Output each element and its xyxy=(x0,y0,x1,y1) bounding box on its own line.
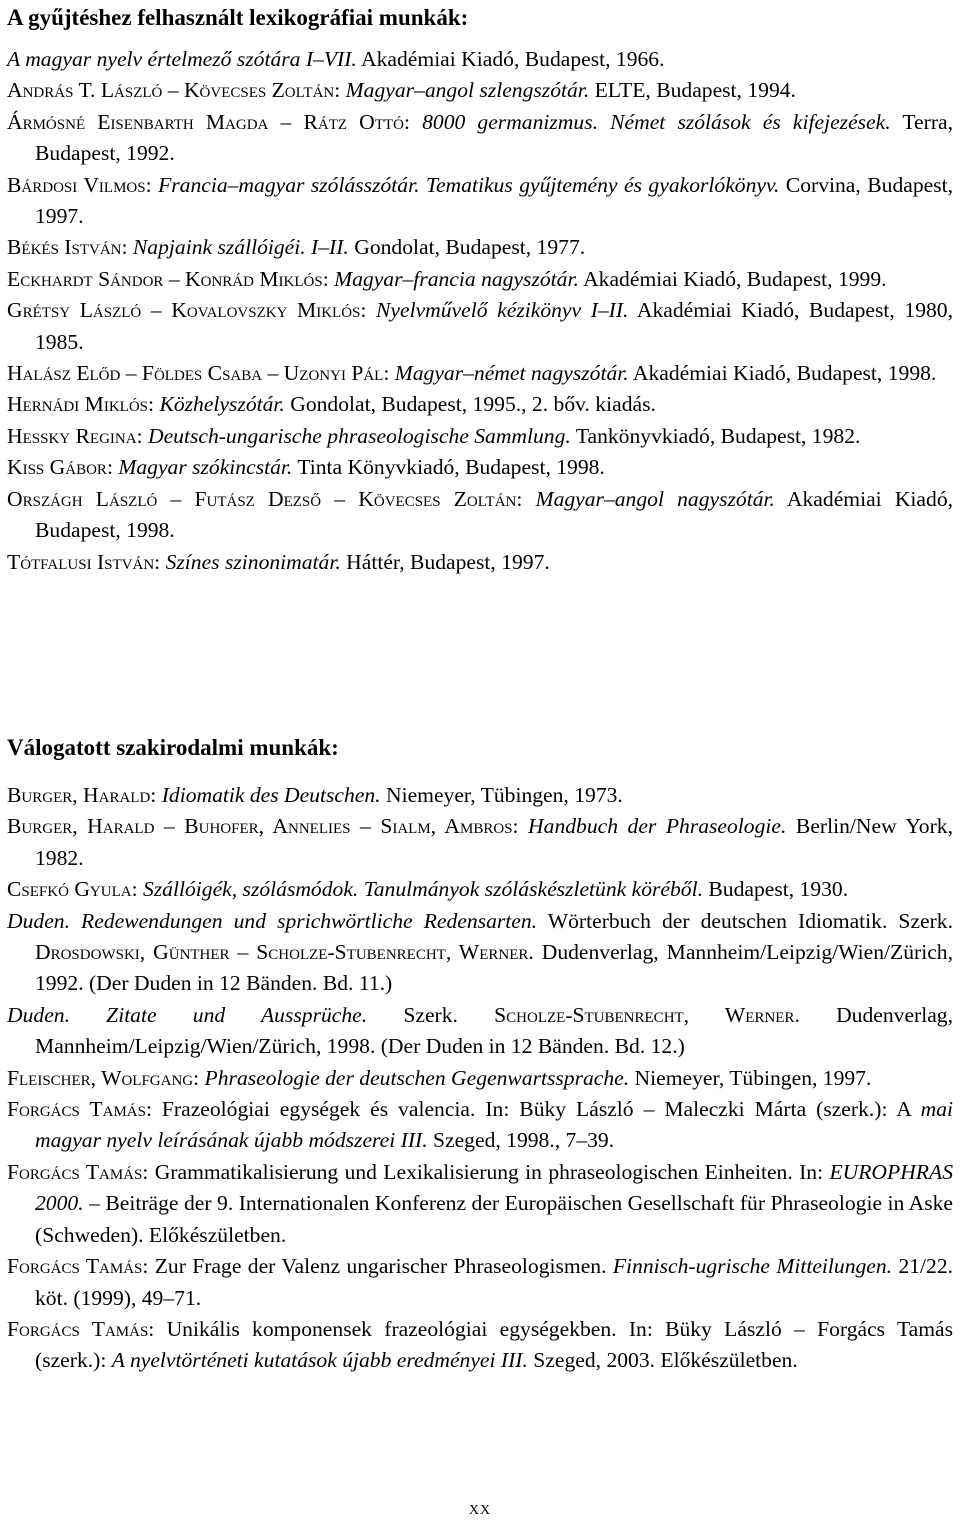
author-names: Békés István xyxy=(7,235,122,260)
publication-details: : xyxy=(136,423,148,448)
publication-details: Niemeyer, Tübingen, 1973. xyxy=(380,783,623,807)
author-names: Ármósné Eisenbarth Magda – Rátz Ottó xyxy=(7,109,404,134)
publication-details: Niemeyer, Tübingen, 1997. xyxy=(629,1065,872,1090)
author-names: Forgács Tamás xyxy=(7,1316,149,1341)
publication-details: Akadémiai Kiadó, Budapest, 1980, 1985. xyxy=(35,298,953,354)
publication-details: : xyxy=(512,814,529,839)
work-title: Napjaink szállóigéi. I–II. xyxy=(132,235,349,260)
author-names: Hessky Regina xyxy=(7,423,137,448)
publication-details: Corvina, Budapest, 1997. xyxy=(35,172,954,229)
work-title: A nyelvtörténeti kutatások újabb eredményei III. xyxy=(111,1348,528,1373)
author-names: Forgács Tamás xyxy=(7,1097,146,1122)
publication-details: Szeged, 2003. Előkészületben. xyxy=(527,1348,798,1373)
publication-details: Akadémiai Kiadó, Budapest, 1998. xyxy=(35,486,954,543)
publication-details: Szerk. xyxy=(367,1002,495,1027)
bibliography-entry xyxy=(7,1094,953,1157)
work-title: Francia–magyar szólásszótár. Tematikus gyűjtemény és gyakorlókönyv. xyxy=(158,172,780,197)
work-title: Magyar–angol nagyszótár. xyxy=(535,486,775,511)
work-title: A magyar nyelv értelmező szótára I–VII. xyxy=(7,47,357,71)
author-names: Országh László – Futász Dezső – Kövecses Zoltán xyxy=(7,486,517,511)
work-title: Nyelvművelő kézikönyv I–II. xyxy=(376,298,629,323)
section-title-lexicographic-works: A gyűjtéshez felhasznált lexikográfiai munkák: xyxy=(7,5,469,30)
work-title: Duden. Redewendungen und sprichwörtliche Redensarten. xyxy=(7,908,538,933)
author-names: Eckhardt Sándor – Konrád Miklós xyxy=(7,266,323,291)
bibliography-entry xyxy=(7,906,953,1000)
publication-details: Wörterbuch der deutschen Idiomatik. Szerk. xyxy=(537,908,953,933)
publication-details: Szeged, 1998., 7–39. xyxy=(427,1128,615,1153)
bibliography-entry xyxy=(7,421,953,452)
publication-details: Akadémiai Kiadó, Budapest, 1999. xyxy=(578,266,887,291)
author-names: Fleischer, Wolfgang xyxy=(7,1065,194,1090)
author-names: Scholze-Stubenrecht, Werner xyxy=(494,1002,795,1027)
author-names: András T. László – Kövecses Zoltán xyxy=(7,78,335,103)
bibliography-entry xyxy=(7,874,953,905)
publication-details: Tankönyvkiadó, Budapest, 1982. xyxy=(570,423,861,448)
author-names: Burger, Harald – Buhofer, Annelies – Sialm, Ambros xyxy=(7,814,513,839)
work-title: Duden. Zitate und Aussprüche. xyxy=(7,1002,368,1027)
bibliography-entry xyxy=(7,232,953,263)
publication-details: . Dudenverlag, Mannheim/Leipzig/Wien/Zürich, 1998. (Der Duden in 12 Bänden. Bd. 12.) xyxy=(35,1002,953,1059)
author-names: Tótfalusi István xyxy=(7,549,155,574)
bibliography-entry xyxy=(7,452,953,483)
publication-details: : xyxy=(360,298,377,323)
publication-details: . Dudenverlag, Mannheim/Leipzig/Wien/Zürich, 1992. (Der Duden in 12 Bänden. Bd. 11.) xyxy=(35,940,953,996)
bibliography-entry xyxy=(7,1251,953,1314)
bibliography-entry xyxy=(7,75,953,106)
publication-details: : Unikális komponensek frazeológiai egységekben. In: Büky László – Forgács Tamás (szerk.): xyxy=(35,1316,954,1373)
bibliography-entry xyxy=(7,484,953,547)
work-title: Phraseologie der deutschen Gegenwartssprache. xyxy=(204,1065,630,1090)
author-names: Hernádi Miklós xyxy=(7,392,149,417)
page-number: xx xyxy=(468,1497,492,1519)
publication-details: Budapest, 1930. xyxy=(702,877,849,902)
bibliography-entry xyxy=(7,1314,953,1377)
publication-details: : xyxy=(148,392,160,417)
bibliography-entry xyxy=(7,107,953,170)
work-title: Magyar szókincstár. xyxy=(118,455,293,480)
section-title-selected-literature: Válogatott szakirodalmi munkák: xyxy=(7,735,339,760)
work-title: Deutsch-ungarische phraseologische Sammlung. xyxy=(147,423,571,448)
lexicographic-works-list xyxy=(7,44,953,578)
author-names: Halász Előd – Földes Csaba – Uzonyi Pál xyxy=(7,361,384,386)
publication-details: ELTE, Budapest, 1994. xyxy=(589,78,796,103)
selected-literature-list xyxy=(7,780,953,1377)
work-title: mai magyar nyelv leírásának újabb módszerei III. xyxy=(35,1097,953,1153)
publication-details: : Frazeológiai egységek és valencia. In: Büky László – Maleczki Márta (szerk.): A xyxy=(145,1097,921,1122)
work-title: 8000 germanizmus. Német szólások és kifejezések. xyxy=(422,109,891,134)
bibliography-entry xyxy=(7,358,953,389)
bibliography-entry xyxy=(7,264,953,295)
publication-details: : xyxy=(403,109,423,134)
publication-details: : xyxy=(383,361,395,386)
publication-details: : xyxy=(121,235,133,260)
publication-details: 21/22. köt. (1999), 49–71. xyxy=(35,1254,954,1310)
author-names: Burger, Harald xyxy=(7,783,151,807)
publication-details: : xyxy=(150,783,162,807)
bibliography-entry xyxy=(7,44,953,75)
work-title: Szállóigék, szólásmódok. Tanulmányok szóláskészletünk köréből. xyxy=(142,877,703,902)
publication-details: : xyxy=(322,266,335,291)
author-names: Drosdowski, Günther – Scholze-Stubenrecht, Werner xyxy=(35,940,529,965)
author-names: Grétsy László – Kovalovszky Miklós xyxy=(7,298,361,323)
work-title: Handbuch der Phraseologie. xyxy=(528,814,787,839)
author-names: Bárdosi Vilmos xyxy=(7,172,146,197)
publication-details: : xyxy=(516,486,536,511)
author-names: Kiss Gábor xyxy=(7,455,107,480)
author-names: Csefkó Gyula xyxy=(7,877,132,902)
bibliography-entry xyxy=(7,1000,953,1063)
publication-details: Akadémiai Kiadó, Budapest, 1998. xyxy=(628,361,937,386)
work-title: Magyar–német nagyszótár. xyxy=(394,361,629,386)
publication-details: : Zur Frage der Valenz ungarischer Phraseologismen. xyxy=(142,1254,613,1279)
publication-details: Háttér, Budapest, 1997. xyxy=(340,549,550,574)
bibliography-entry xyxy=(7,780,953,811)
bibliography-entry xyxy=(7,170,953,233)
work-title: Idiomatik des Deutschen. xyxy=(161,783,381,807)
publication-details: : xyxy=(334,78,346,103)
publication-details: : xyxy=(131,877,143,902)
bibliography-entry xyxy=(7,1157,953,1251)
work-title: Finnisch-ugrische Mitteilungen. xyxy=(612,1254,893,1279)
publication-details: – Beiträge der 9. Internationalen Konferenz der Europäischen Gesellschaft für Phraseologie in Aske (Schweden). Előkészületben. xyxy=(35,1191,953,1247)
bibliography-entry xyxy=(7,389,953,420)
publication-details: : xyxy=(106,455,119,480)
bibliography-entry xyxy=(7,295,953,358)
author-names: Forgács Tamás xyxy=(7,1254,143,1279)
publication-details: Terra, Budapest, 1992. xyxy=(35,109,954,166)
work-title: Közhelyszótár. xyxy=(159,392,285,417)
publication-details: : xyxy=(154,549,166,574)
bibliography-entry xyxy=(7,811,953,874)
publication-details: Gondolat, Budapest, 1977. xyxy=(348,235,586,260)
publication-details: Tinta Könyvkiadó, Budapest, 1998. xyxy=(292,455,605,480)
publication-details: Akadémiai Kiadó, Budapest, 1966. xyxy=(356,47,665,71)
work-title: Színes szinonimatár. xyxy=(165,549,341,574)
work-title: EUROPHRAS 2000. xyxy=(35,1159,953,1216)
bibliography-entry xyxy=(7,547,953,578)
publication-details: : xyxy=(145,172,159,197)
work-title: Magyar–francia nagyszótár. xyxy=(334,266,579,291)
bibliography-entry xyxy=(7,1063,953,1094)
work-title: Magyar–angol szlengszótár. xyxy=(345,78,590,103)
publication-details: Gondolat, Budapest, 1995., 2. bőv. kiadás. xyxy=(284,392,656,417)
publication-details: : Grammatikalisierung und Lexikalisierung in phraseologischen Einheiten. In: xyxy=(142,1159,830,1184)
author-names: Forgács Tamás xyxy=(7,1159,143,1184)
publication-details: : xyxy=(193,1065,205,1090)
publication-details: Berlin/New York, 1982. xyxy=(35,814,953,870)
